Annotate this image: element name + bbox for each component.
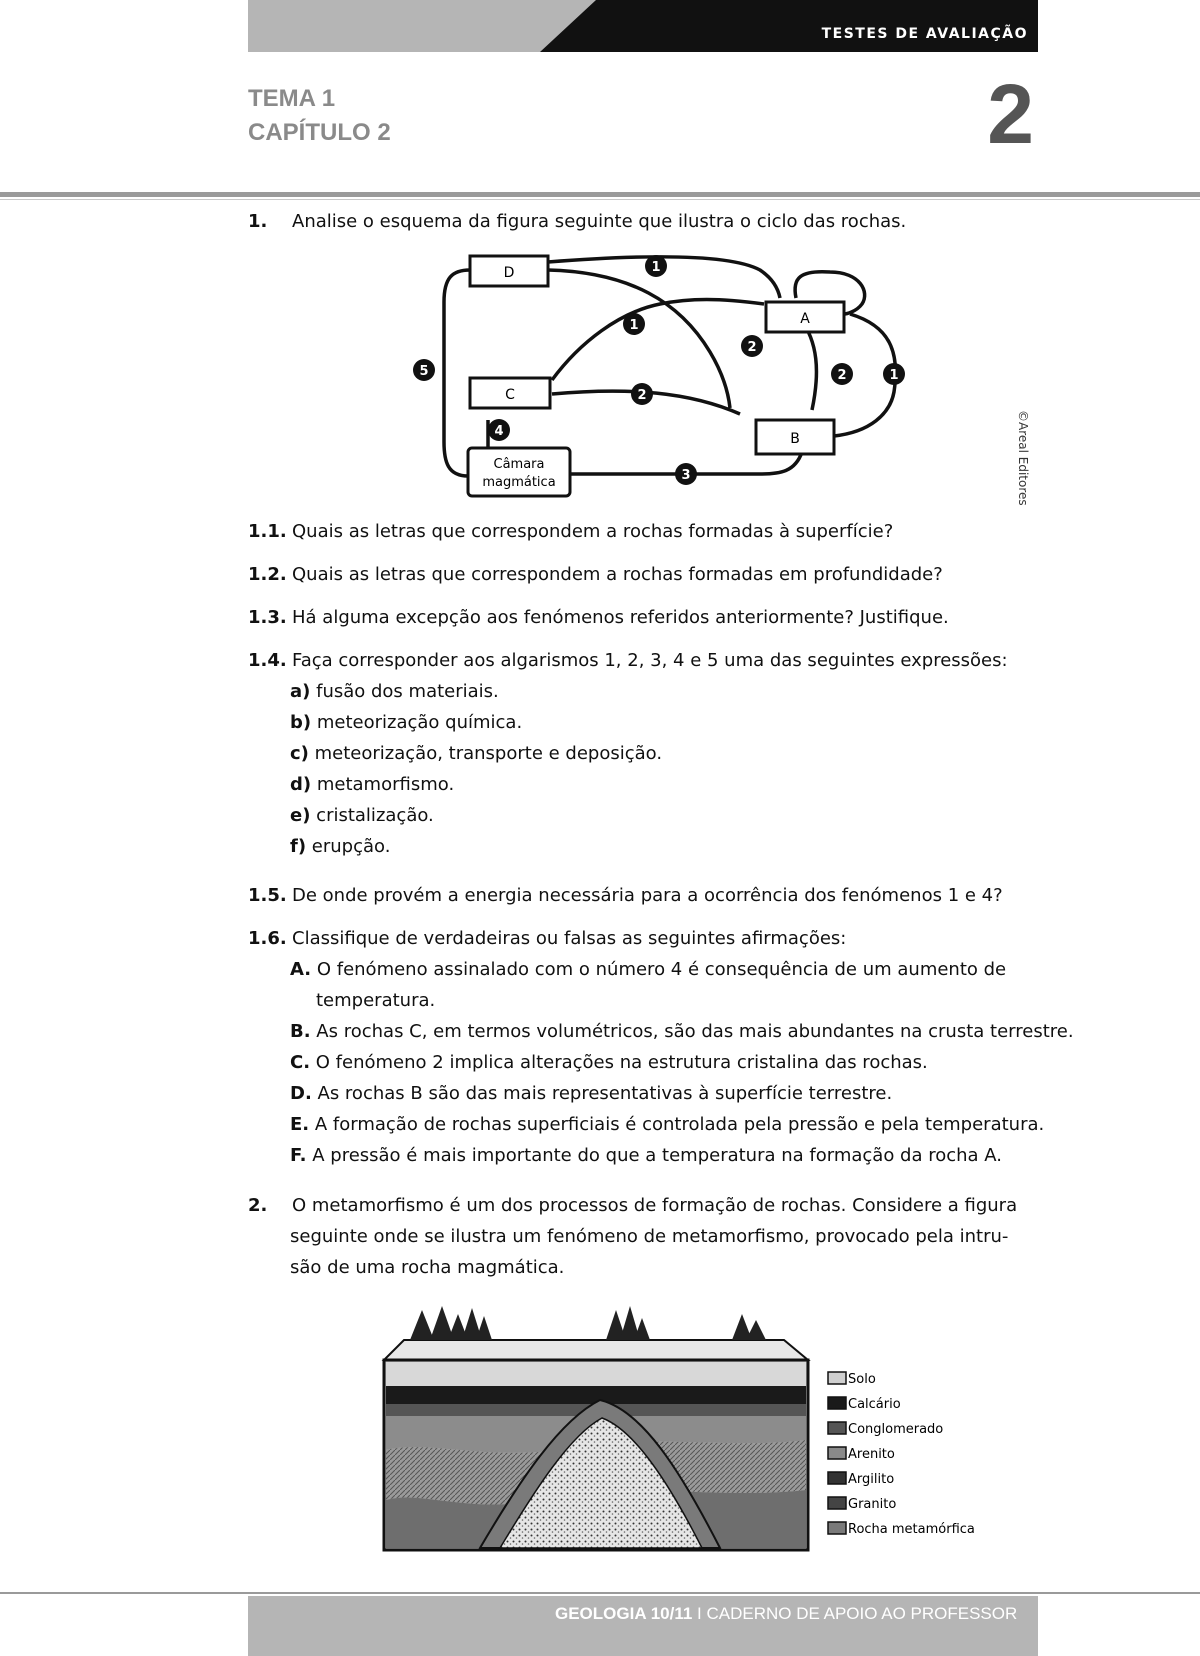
marker-1-c-to-a [623, 313, 645, 335]
question-text: Há alguma excepção aos fenómenos referidos anteriormente? Justifique. [292, 607, 949, 628]
question-1-5 [248, 884, 1003, 908]
header-rule-thin [0, 199, 1200, 200]
legend-item-calcario [828, 1397, 901, 1412]
option-f: f) erupção. [290, 836, 391, 857]
question-number: 1.5. [248, 885, 287, 906]
box-b [756, 420, 834, 454]
question-text: Quais as letras que correspondem a rochas formadas em profundidade? [292, 564, 943, 585]
metamorphism-figure [380, 1300, 980, 1556]
marker-1-a-to-b [883, 363, 905, 385]
svg-text:A: A [800, 311, 810, 327]
statement-f: F. A pressão é mais importante do que a temperatura na formação da rocha A. [290, 1145, 1003, 1166]
box-c [470, 378, 550, 408]
header-banner-title: TESTES DE AVALIAÇÃO [821, 26, 1028, 42]
question-text: O metamorfismo é um dos processos de formação de rochas. Considere a figura [292, 1195, 1018, 1216]
marker-2-a-to-b [831, 363, 853, 385]
question-2 [248, 1194, 1017, 1218]
svg-text:Arenito: Arenito [848, 1447, 895, 1462]
svg-text:D: D [503, 265, 515, 281]
question-2-line-2: seguinte onde se ilustra um fenómeno de metamorfismo, provocado pela intru- [290, 1226, 1009, 1247]
option-e: e) cristalização. [290, 805, 434, 826]
footer-rule [0, 1592, 1200, 1594]
question-1-1 [248, 520, 893, 544]
legend-item-arenito [828, 1447, 895, 1462]
test-number: 2 [987, 67, 1034, 161]
svg-text:Argilito: Argilito [848, 1472, 895, 1487]
box-a [766, 302, 844, 332]
svg-text:3: 3 [681, 468, 691, 483]
question-text: Faça corresponder aos algarismos 1, 2, 3, 4 e 5 uma das seguintes expressões: [292, 650, 1008, 671]
question-number: 1.3. [248, 607, 287, 628]
option-c: c) meteorização, transporte e deposição. [290, 743, 663, 764]
svg-text:2: 2 [747, 340, 757, 355]
marker-2-c-to-b [631, 383, 653, 405]
svg-text:1: 1 [889, 368, 899, 383]
svg-text:Granito: Granito [848, 1497, 897, 1512]
question-1-6 [248, 927, 846, 951]
legend-item-conglomerado [828, 1422, 943, 1437]
svg-text:B: B [790, 431, 800, 447]
option-b: b) meteorização química. [290, 712, 523, 733]
question-1-4 [248, 649, 1008, 673]
marker-3-b-to-camara [675, 463, 697, 485]
svg-text:magmática: magmática [482, 475, 556, 490]
box-camara-magmatica [468, 448, 570, 496]
svg-text:Solo: Solo [848, 1372, 876, 1387]
question-number: 1.4. [248, 650, 287, 671]
svg-text:2: 2 [837, 368, 847, 383]
svg-text:4: 4 [494, 424, 504, 439]
question-number: 1.1. [248, 521, 287, 542]
rock-cycle-diagram [400, 242, 920, 504]
statement-a: A. O fenómeno assinalado com o número 4 é consequência de um aumento de [290, 959, 1007, 980]
svg-text:1: 1 [651, 260, 661, 275]
question-text: Classifique de verdadeiras ou falsas as seguintes afirmações: [292, 928, 847, 949]
footer-subtitle: I CADERNO DE APOIO AO PROFESSOR [692, 1604, 1018, 1623]
legend-item-solo [828, 1372, 876, 1387]
tema-label: TEMA 1 [248, 85, 336, 112]
question-1 [248, 210, 906, 234]
marker-1-d-to-a [645, 255, 667, 277]
question-text: Analise o esquema da figura seguinte que ilustra o ciclo das rochas. [292, 211, 907, 232]
svg-text:Rocha metamórfica: Rocha metamórfica [848, 1522, 975, 1537]
option-a: a) fusão dos materiais. [290, 681, 499, 702]
statement-b: B. As rochas C, em termos volumétricos, são das mais abundantes na crusta terrestre. [290, 1021, 1074, 1042]
svg-text:1: 1 [629, 318, 639, 333]
copyright-notice: ©Areal Editores [1016, 410, 1030, 506]
question-number: 1.6. [248, 928, 287, 949]
legend-item-rocha-metamorfica [828, 1522, 975, 1537]
statement-d: D. As rochas B são das mais representativas à superfície terrestre. [290, 1083, 893, 1104]
svg-text:Calcário: Calcário [848, 1397, 901, 1412]
question-number: 1. [248, 211, 268, 232]
question-text: Quais as letras que correspondem a rochas formadas à superfície? [292, 521, 894, 542]
question-1-2 [248, 563, 943, 587]
legend-item-granito [828, 1497, 896, 1512]
option-d: d) metamorfismo. [290, 774, 455, 795]
svg-text:5: 5 [419, 364, 429, 379]
capitulo-label: CAPÍTULO 2 [248, 119, 391, 146]
legend [828, 1372, 975, 1537]
statement-a-continued: temperatura. [316, 990, 436, 1011]
topic-heading [248, 82, 391, 150]
question-1-3 [248, 606, 949, 630]
svg-text:Conglomerado: Conglomerado [848, 1422, 944, 1437]
marker-4-c-to-camara [488, 419, 510, 441]
statement-e: E. A formação de rochas superficiais é controlada pela pressão e pela temperatura. [290, 1114, 1045, 1135]
marker-5-camara-to-d [413, 359, 435, 381]
question-number: 2. [248, 1195, 268, 1216]
footer-book-title: GEOLOGIA 10/11 [555, 1604, 693, 1623]
footer-text [555, 1604, 1017, 1624]
box-d [470, 256, 548, 286]
question-2-line-3: são de uma rocha magmática. [290, 1257, 565, 1278]
svg-text:2: 2 [637, 388, 647, 403]
marker-2-d-to-b [741, 335, 763, 357]
question-number: 1.2. [248, 564, 287, 585]
header-rule [0, 192, 1200, 197]
svg-text:C: C [505, 387, 515, 403]
question-text: De onde provém a energia necessária para a ocorrência dos fenómenos 1 e 4? [292, 885, 1003, 906]
svg-text:Câmara: Câmara [493, 457, 545, 472]
statement-c: C. O fenómeno 2 implica alterações na estrutura cristalina das rochas. [290, 1052, 928, 1073]
legend-item-argilito [828, 1472, 894, 1487]
